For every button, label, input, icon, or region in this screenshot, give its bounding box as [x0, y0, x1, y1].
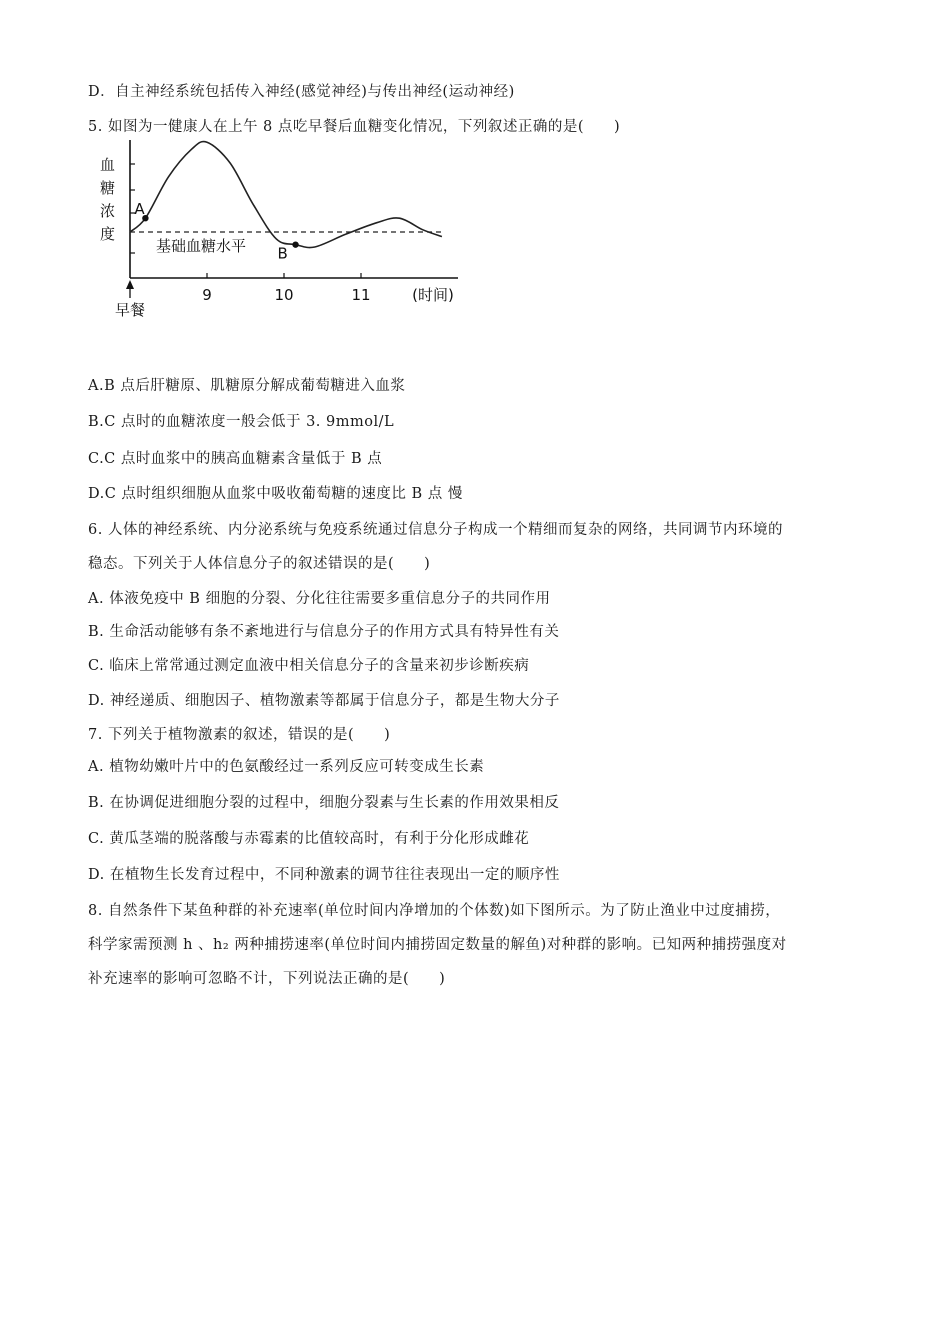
breakfast-label: 早餐: [114, 301, 146, 319]
y-label-char-2: 糖: [100, 179, 116, 197]
option-d-q6: D. 神经递质、细胞因子、植物激素等都属于信息分子，都是生物大分子: [88, 693, 560, 709]
question-5-stem: 5. 如图为一健康人在上午 8 点吃早餐后血糖变化情况，下列叙述正确的是( ): [88, 119, 621, 135]
x-tick-label-11: 11: [351, 286, 371, 304]
x-tick-label-9: 9: [202, 286, 212, 304]
question-7-stem: 7. 下列关于植物激素的叙述，错误的是( ): [88, 727, 391, 743]
option-d-q7: D. 在植物生长发育过程中，不同种激素的调节往往表现出一定的顺序性: [88, 867, 560, 883]
option-d-q5: D.C 点时组织细胞从血浆中吸收葡萄糖的速度比 B 点 慢: [88, 486, 463, 502]
point-a-label: A: [134, 200, 145, 219]
option-a-q6: A. 体液免疫中 B 细胞的分裂、分化往往需要多重信息分子的共同作用: [88, 591, 551, 607]
option-c-q7: C. 黄瓜茎端的脱落酸与赤霉素的比值较高时，有利于分化形成雌花: [88, 831, 530, 847]
baseline-label: 基础血糖水平: [156, 237, 247, 255]
question-6-stem-line-1: 6. 人体的神经系统、内分泌系统与免疫系统通过信息分子构成一个精细而复杂的网络，共同调节内环境的: [88, 522, 783, 538]
y-label-char-3: 浓: [100, 202, 116, 220]
question-8-stem-line-3: 补充速率的影响可忽略不计，下列说法正确的是( ): [88, 971, 446, 987]
x-axis-label: (时间): [412, 286, 454, 304]
blood-glucose-chart: [86, 132, 466, 322]
x-tick-label-10: 10: [274, 286, 294, 304]
option-d-q4: D．自主神经系统包括传入神经(感觉神经)与传出神经(运动神经): [88, 84, 515, 100]
option-c-q5: C.C 点时血浆中的胰高血糖素含量低于 B 点: [88, 451, 383, 467]
option-c-q6: C. 临床上常常通过测定血液中相关信息分子的含量来初步诊断疾病: [88, 658, 530, 674]
breakfast-arrow-head: [126, 280, 134, 289]
option-a-q7: A. 植物幼嫩叶片中的色氨酸经过一系列反应可转变成生长素: [88, 759, 485, 775]
option-a-q5: A.B 点后肝糖原、肌糖原分解成葡萄糖进入血浆: [88, 378, 406, 394]
point-b-label: B: [277, 244, 288, 263]
question-6-stem-line-2: 稳态。下列关于人体信息分子的叙述错误的是( ): [88, 556, 431, 572]
option-b-q6: B. 生命活动能够有条不紊地进行与信息分子的作用方式具有特异性有关: [88, 624, 560, 640]
option-b-q7: B. 在协调促进细胞分裂的过程中，细胞分裂素与生长素的作用效果相反: [88, 795, 560, 811]
point-b-marker: [292, 241, 298, 247]
option-b-q5: B.C 点时的血糖浓度一般会低于 3. 9mmol/L: [88, 414, 395, 430]
y-label-char-1: 血: [100, 156, 116, 174]
question-8-stem-line-2: 科学家需预测 h 、h₂ 两种捕捞速率(单位时间内捕捞固定数量的解鱼)对种群的影响。已知两种捕捞强度对: [88, 937, 787, 953]
y-label-char-4: 度: [100, 225, 116, 243]
question-8-stem-line-1: 8. 自然条件下某鱼种群的补充速率(单位时间内净增加的个体数)如下图所示。为了防止渔业中过度捕捞，: [88, 903, 781, 919]
